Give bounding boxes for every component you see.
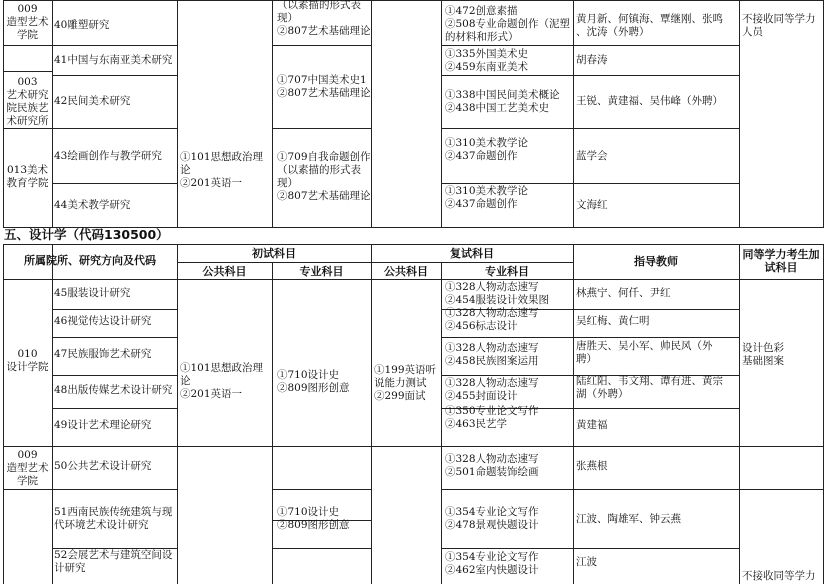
- grid-line-h: [52, 408, 178, 409]
- grid-line-h: [3, 128, 178, 129]
- grid-line-h: [52, 375, 178, 376]
- direction-label: 计研究: [54, 562, 86, 574]
- retest-subject: ①328人物动态速写: [445, 307, 539, 319]
- advisor-names: 蓝学会: [576, 150, 608, 162]
- advisor-names: 江波、陶雄军、钟云燕: [576, 513, 681, 525]
- advisor-names: 、沈涛（外聘）: [576, 26, 650, 38]
- grid-line-h: [3, 446, 53, 447]
- retest-subject: ①328人物动态速写: [445, 377, 539, 389]
- direction-label: 50公共艺术设计研究: [54, 460, 152, 472]
- grid-line-v: [573, 0, 574, 228]
- advisor-names: 张燕根: [576, 460, 608, 472]
- grid-line-v: [272, 0, 273, 228]
- retest-subject: ②438中国工艺美术史: [445, 102, 550, 114]
- grid-line-h: [52, 309, 178, 310]
- advisor-names: 黄月新、何镇海、覃继刚、张鸣: [576, 13, 723, 25]
- grid-line-v: [3, 244, 4, 584]
- college-label: 设计学院: [6, 361, 49, 373]
- advisor-names: 胡春涛: [576, 54, 608, 66]
- header-equiv: 试科目: [764, 261, 798, 274]
- grid-line-h: [441, 489, 740, 490]
- retest-subject: ②459东南亚美术: [445, 61, 529, 73]
- grid-line-h: [441, 337, 740, 338]
- retest-subject: ①310美术教学论: [445, 137, 529, 149]
- grid-line-v: [177, 244, 178, 584]
- major-exam: （以素描的形式表: [277, 164, 361, 176]
- retest-subject: ②458民族图案运用: [445, 355, 539, 367]
- direction-label: 44美术教学研究: [54, 199, 131, 211]
- major-exam: ②809图形创意: [277, 382, 350, 394]
- grid-line-h: [3, 279, 824, 280]
- direction-label: 45服装设计研究: [54, 287, 131, 299]
- retest-subject: ①354专业论文写作: [445, 506, 539, 518]
- retest-subject: ①335外国美术史: [445, 48, 529, 60]
- grid-line-h: [441, 75, 740, 76]
- equiv-note: 不接收同等学力: [742, 570, 816, 582]
- header-retest-public: 公共科目: [384, 265, 428, 278]
- grid-line-h: [272, 128, 372, 129]
- retest-subject: ②462室内快题设计: [445, 564, 539, 576]
- grid-line-h: [177, 446, 442, 447]
- direction-label: 41中国与东南亚美术研究: [54, 54, 173, 66]
- equiv-note: 人员: [742, 26, 763, 38]
- retest-subject: ②455封面设计: [445, 390, 518, 402]
- major-exam: 现）: [277, 12, 298, 24]
- retest-subject: ①328人物动态速写: [445, 342, 539, 354]
- retest-subject: 的材料和形式）: [445, 31, 519, 43]
- retest-public: ①199英语听: [374, 364, 437, 376]
- public-exam: ②201英语一: [180, 388, 243, 400]
- public-exam: ②201英语一: [180, 177, 243, 189]
- college-label: 术研究所: [6, 115, 49, 127]
- retest-subject: ②508专业命题创作（泥塑: [445, 18, 571, 30]
- direction-label: 代环境艺术设计研究: [54, 519, 149, 531]
- direction-label: 48出版传媒艺术设计研究: [54, 384, 173, 396]
- grid-line-h: [739, 446, 824, 447]
- section-title: 五、设计学（代码130500）: [4, 227, 169, 242]
- retest-public: 说能力测试: [374, 377, 427, 389]
- major-exam: ②807艺术基础理论: [277, 25, 371, 37]
- college-label: 010: [17, 348, 38, 360]
- college-label: 院民族艺: [6, 102, 49, 114]
- college-label: 009: [17, 3, 38, 15]
- grid-line-v: [441, 279, 442, 584]
- public-exam: 论: [180, 375, 191, 387]
- advisor-names: 唐胜天、吴小军、帅民风（外: [576, 340, 713, 352]
- grid-line-v: [823, 244, 824, 584]
- grid-line-h: [3, 0, 824, 1]
- grid-line-h: [441, 183, 740, 184]
- retest-subject: ①350专业论文写作: [445, 405, 539, 417]
- major-exam: ②809图形创意: [277, 519, 350, 531]
- header-public: 公共科目: [202, 265, 247, 278]
- equiv-note: 不接收同等学力: [742, 13, 816, 25]
- header-initial-exam: 初试科目: [252, 247, 296, 260]
- direction-label: 52会展艺术与建筑空间设: [54, 549, 173, 561]
- header-major: 专业科目: [299, 265, 344, 278]
- major-exam: ②807艺术基础理论: [277, 87, 371, 99]
- retest-public: ②299面试: [374, 390, 426, 402]
- grid-line-v: [177, 0, 178, 228]
- grid-line-v: [52, 0, 53, 228]
- grid-line-v: [739, 0, 740, 228]
- grid-line-h: [3, 45, 178, 46]
- grid-line-h: [3, 71, 53, 72]
- college-label: 009: [17, 449, 38, 461]
- grid-line-h: [441, 128, 740, 129]
- major-exam: ②807艺术基础理论: [277, 190, 371, 202]
- college-label: 造型艺术: [6, 462, 49, 474]
- grid-line-h: [3, 244, 824, 245]
- direction-label: 42民间美术研究: [54, 95, 131, 107]
- major-exam: ①707中国美术史1: [277, 74, 367, 86]
- grid-line-h: [272, 489, 372, 490]
- retest-subject: ①354专业论文写作: [445, 551, 539, 563]
- direction-label: 46视觉传达设计研究: [54, 315, 152, 327]
- grid-line-v: [441, 0, 442, 228]
- grid-line-h: [52, 183, 178, 184]
- direction-label: 51西南民族传统建筑与现: [54, 506, 173, 518]
- header-retest-major: 专业科目: [485, 265, 529, 278]
- direction-label: 43绘画创作与教学研究: [54, 150, 162, 162]
- college-label: 学院: [17, 29, 38, 41]
- retest-subject: ②454服装设计效果图: [445, 294, 550, 306]
- grid-line-v: [739, 244, 740, 584]
- grid-line-v: [371, 244, 372, 584]
- grid-line-h: [441, 548, 740, 549]
- public-exam: ①101思想政治理: [180, 151, 264, 163]
- public-exam: 论: [180, 164, 191, 176]
- grid-line-h: [52, 489, 178, 490]
- direction-label: 47民族服饰艺术研究: [54, 348, 152, 360]
- grid-line-v: [52, 244, 53, 584]
- grid-line-h: [52, 446, 178, 447]
- retest-subject: ②456标志设计: [445, 320, 518, 332]
- equiv-note: 设计色彩: [742, 342, 784, 354]
- grid-line-h: [272, 548, 372, 549]
- grid-line-v: [823, 0, 824, 228]
- advisor-names: 湖（外聘）: [576, 388, 629, 400]
- retest-subject: ②478景观快题设计: [445, 519, 539, 531]
- college-label: 003: [17, 76, 38, 88]
- grid-line-h: [441, 446, 740, 447]
- retest-subject: ①328人物动态速写: [445, 453, 539, 465]
- retest-subject: ①310美术教学论: [445, 185, 529, 197]
- retest-subject: ②501命题装饰绘画: [445, 466, 539, 478]
- retest-subject: ①472创意素描: [445, 5, 518, 17]
- grid-line-v: [371, 0, 372, 228]
- advisor-names: 聘）: [576, 353, 597, 365]
- direction-label: 40雕塑研究: [54, 19, 110, 31]
- college-label: 造型艺术: [6, 16, 49, 28]
- grid-line-h: [272, 45, 372, 46]
- header-retest-exam: 复试科目: [450, 247, 494, 260]
- retest-subject: ②437命题创作: [445, 150, 518, 162]
- advisor-names: 王锐、黄建福、吴伟峰（外聘）: [576, 95, 723, 107]
- advisor-names: 陆红阳、韦文翔、谭有进、黄宗: [576, 375, 723, 387]
- retest-subject: ②463民艺学: [445, 418, 508, 430]
- retest-subject: ①328人物动态速写: [445, 281, 539, 293]
- header-equiv: 同等学力考生加: [742, 248, 820, 261]
- advisor-names: 吴红梅、黄仁明: [576, 315, 650, 327]
- advisor-names: 文海红: [576, 199, 608, 211]
- major-exam: ①710设计史: [277, 506, 340, 518]
- grid-line-v: [272, 279, 273, 584]
- retest-subject: ②437命题创作: [445, 198, 518, 210]
- major-exam: （以素描的形式表: [277, 0, 361, 11]
- advisor-names: 江波: [576, 556, 597, 568]
- major-exam: ①709自我命题创作: [277, 151, 371, 163]
- header-advisor: 指导教师: [634, 255, 678, 268]
- equiv-note: 基础图案: [742, 355, 784, 367]
- advisor-names: 黄建福: [576, 419, 608, 431]
- advisor-names: 林燕宁、何仟、尹红: [576, 287, 671, 299]
- college-label: 教育学院: [6, 177, 49, 189]
- major-exam: ①710设计史: [277, 369, 340, 381]
- grid-line-h: [739, 489, 824, 490]
- grid-line-h: [3, 489, 53, 490]
- college-label: 013美术: [6, 164, 49, 176]
- public-exam: ①101思想政治理: [180, 362, 264, 374]
- grid-line-h: [52, 337, 178, 338]
- retest-subject: ①338中国民间美术概论: [445, 89, 560, 101]
- major-exam: 现）: [277, 177, 298, 189]
- grid-line-h: [177, 262, 574, 263]
- grid-line-h: [52, 75, 178, 76]
- grid-line-v: [573, 244, 574, 584]
- college-label: 艺术研究: [6, 89, 49, 101]
- grid-line-h: [441, 45, 740, 46]
- header-college-direction: 所属院所、研究方向及代码: [24, 254, 156, 267]
- college-label: 学院: [17, 475, 38, 487]
- direction-label: 49设计艺术理论研究: [54, 419, 152, 431]
